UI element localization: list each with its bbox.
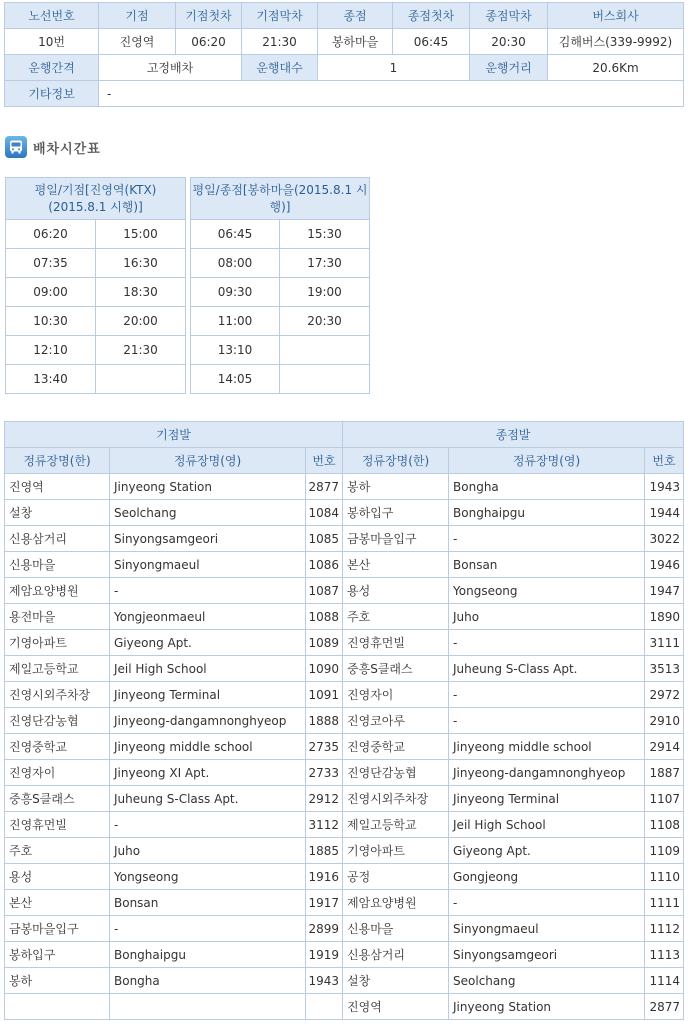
route-info-header-cell: 기점첫차: [176, 3, 242, 29]
terminal-stop-number: 1111: [645, 890, 684, 916]
terminal-stop-name-en: Jinyeong Station: [449, 994, 645, 1020]
terminal-stop-number: 1109: [645, 838, 684, 864]
terminal-stop-number: 2914: [645, 734, 684, 760]
route-info-value-cell: 김해버스(339-9992): [548, 29, 684, 55]
origin-direction-header: 기점발: [5, 422, 343, 448]
terminal-stop-number: 2910: [645, 708, 684, 734]
origin-stop-name-ko: 진영단감농협: [5, 708, 110, 734]
timetable-row: [6, 336, 186, 365]
departure-time-cell: 19:00: [280, 278, 370, 307]
origin-stop-name-ko: 진영휴먼빌: [5, 812, 110, 838]
stops-table: [4, 421, 684, 1020]
departure-time-cell: 21:30: [96, 336, 186, 365]
origin-stop-name-en: Jinyeong-dangamnonghyeop: [110, 708, 306, 734]
terminal-stop-name-en: Jinyeong Terminal: [449, 786, 645, 812]
origin-stop-name-en: Yongjeonmaeul: [110, 604, 306, 630]
origin-stop-name-ko: 금봉마을입구: [5, 916, 110, 942]
timetable-row: [191, 336, 370, 365]
route-info-row-3: [5, 81, 684, 107]
terminal-stop-number: 1114: [645, 968, 684, 994]
route-info-header-cell: 종점첫차: [393, 3, 470, 29]
origin-stop-number: 2733: [306, 760, 343, 786]
origin-stop-name-en: Bongha: [110, 968, 306, 994]
route-info-table: [4, 2, 684, 107]
terminal-stop-number: 3022: [645, 526, 684, 552]
departure-time-cell: 08:00: [191, 249, 280, 278]
terminal-stop-name-ko: 주호: [343, 604, 449, 630]
origin-stop-number: 1888: [306, 708, 343, 734]
terminal-stop-number: 3513: [645, 656, 684, 682]
route-info-header-cell: 기점: [99, 3, 176, 29]
timetable-row: [6, 365, 186, 394]
terminal-stop-number: 1107: [645, 786, 684, 812]
terminal-stop-name-ko: 제암요양병원: [343, 890, 449, 916]
departure-time-cell: 06:45: [191, 220, 280, 249]
stop-row: [5, 630, 684, 656]
terminal-stop-name-en: Bonghaipgu: [449, 500, 645, 526]
origin-stop-name-ko: [5, 994, 110, 1020]
col-origin-number: 번호: [306, 448, 343, 474]
origin-stop-name-en: Sinyongmaeul: [110, 552, 306, 578]
terminal-stop-number: 1113: [645, 942, 684, 968]
origin-stop-name-en: Juho: [110, 838, 306, 864]
col-terminal-name-ko: 정류장명(한): [343, 448, 449, 474]
stops-direction-row: [5, 422, 684, 448]
origin-stop-name-en: Yongseong: [110, 864, 306, 890]
origin-stop-name-ko: 설창: [5, 500, 110, 526]
terminal-stop-name-ko: 설창: [343, 968, 449, 994]
terminal-stop-name-en: Seolchang: [449, 968, 645, 994]
origin-stop-name-ko: 제암요양병원: [5, 578, 110, 604]
origin-stop-number: 2735: [306, 734, 343, 760]
origin-stop-name-ko: 신용삼거리: [5, 526, 110, 552]
col-terminal-number: 번호: [645, 448, 684, 474]
origin-stop-name-en: Jinyeong Terminal: [110, 682, 306, 708]
count-label: 운행대수: [242, 55, 318, 81]
departure-time-cell: 09:00: [6, 278, 96, 307]
origin-stop-number: 2899: [306, 916, 343, 942]
terminal-stop-name-en: Sinyongmaeul: [449, 916, 645, 942]
route-info-header-cell: 종점: [318, 3, 393, 29]
route-info-value-cell: 봉하마을: [318, 29, 393, 55]
terminal-stop-name-ko: 중흥S클래스: [343, 656, 449, 682]
timetable-section-title: [5, 135, 101, 159]
distance-value: 20.6Km: [548, 55, 684, 81]
timetable-origin: [5, 177, 186, 394]
terminal-stop-name-en: Jinyeong-dangamnonghyeop: [449, 760, 645, 786]
terminal-stop-name-ko: 금봉마을입구: [343, 526, 449, 552]
terminal-stop-name-ko: 봉하입구: [343, 500, 449, 526]
origin-stop-number: 3112: [306, 812, 343, 838]
origin-stop-name-en: Sinyongsamgeori: [110, 526, 306, 552]
route-info-value-cell: 20:30: [470, 29, 548, 55]
timetable-row: [191, 365, 370, 394]
origin-stop-name-en: Juheung S-Class Apt.: [110, 786, 306, 812]
departure-time-cell: [280, 365, 370, 394]
departure-time-cell: 14:05: [191, 365, 280, 394]
stop-row: [5, 812, 684, 838]
origin-stop-number: 1089: [306, 630, 343, 656]
origin-stop-number: 1943: [306, 968, 343, 994]
origin-stop-name-ko: 용성: [5, 864, 110, 890]
timetable-row: [191, 249, 370, 278]
stop-row: [5, 604, 684, 630]
origin-stop-name-en: -: [110, 916, 306, 942]
route-info-header-cell: 버스회사: [548, 3, 684, 29]
stop-row: [5, 474, 684, 500]
terminal-stop-name-ko: 진영휴먼빌: [343, 630, 449, 656]
terminal-stop-name-ko: 신용삼거리: [343, 942, 449, 968]
timetable-terminal: [190, 177, 370, 394]
terminal-stop-number: 1887: [645, 760, 684, 786]
terminal-stop-name-ko: 공정: [343, 864, 449, 890]
origin-stop-name-ko: 본산: [5, 890, 110, 916]
origin-stop-number: 1919: [306, 942, 343, 968]
terminal-stop-name-ko: 제일고등학교: [343, 812, 449, 838]
origin-stop-name-ko: 봉하: [5, 968, 110, 994]
terminal-stop-name-en: Jinyeong middle school: [449, 734, 645, 760]
route-info-value-cell: 06:20: [176, 29, 242, 55]
route-info-header-cell: 노선번호: [5, 3, 99, 29]
stop-row: [5, 916, 684, 942]
departure-time-cell: 10:30: [6, 307, 96, 336]
origin-stop-name-en: Bonghaipgu: [110, 942, 306, 968]
terminal-stop-name-ko: 용성: [343, 578, 449, 604]
departure-time-cell: 20:00: [96, 307, 186, 336]
terminal-stop-number: 1890: [645, 604, 684, 630]
stop-row: [5, 786, 684, 812]
terminal-stop-name-en: Juheung S-Class Apt.: [449, 656, 645, 682]
origin-stop-number: 1088: [306, 604, 343, 630]
route-info-value-row: [5, 29, 684, 55]
timetable-terminal-caption: 평일/종점[봉하마을(2015.8.1 시행)]: [191, 178, 370, 220]
terminal-stop-number: 2877: [645, 994, 684, 1020]
interval-value: 고정배차: [99, 55, 242, 81]
stop-row: [5, 500, 684, 526]
terminal-stop-name-en: Bongha: [449, 474, 645, 500]
terminal-stop-name-en: Jeil High School: [449, 812, 645, 838]
route-info-value-cell: 21:30: [242, 29, 318, 55]
terminal-stop-name-en: Juho: [449, 604, 645, 630]
terminal-stop-number: 3111: [645, 630, 684, 656]
origin-stop-name-en: -: [110, 812, 306, 838]
departure-time-cell: 13:40: [6, 365, 96, 394]
route-info-value-cell: 10번: [5, 29, 99, 55]
terminal-stop-name-en: -: [449, 630, 645, 656]
stop-row: [5, 552, 684, 578]
etc-label: 기타정보: [5, 81, 99, 107]
origin-stop-name-ko: 진영시외주차장: [5, 682, 110, 708]
departure-time-cell: 06:20: [6, 220, 96, 249]
origin-stop-number: 1916: [306, 864, 343, 890]
origin-stop-number: 1885: [306, 838, 343, 864]
origin-stop-name-ko: 용전마을: [5, 604, 110, 630]
col-terminal-name-en: 정류장명(영): [449, 448, 645, 474]
origin-stop-name-en: Bonsan: [110, 890, 306, 916]
col-origin-name-ko: 정류장명(한): [5, 448, 110, 474]
stop-row: [5, 760, 684, 786]
terminal-stop-number: 1944: [645, 500, 684, 526]
terminal-stop-name-ko: 봉하: [343, 474, 449, 500]
departure-time-cell: 09:30: [191, 278, 280, 307]
stop-row: [5, 682, 684, 708]
origin-stop-name-ko: 신용마을: [5, 552, 110, 578]
terminal-stop-number: 1943: [645, 474, 684, 500]
origin-stop-name-ko: 기영아파트: [5, 630, 110, 656]
terminal-stop-number: 1112: [645, 916, 684, 942]
terminal-direction-header: 종점발: [343, 422, 684, 448]
route-info-header-cell: 기점막차: [242, 3, 318, 29]
timetable-row: [191, 220, 370, 249]
stop-row: [5, 890, 684, 916]
origin-stop-name-ko: 진영역: [5, 474, 110, 500]
origin-stop-name-en: [110, 994, 306, 1020]
route-info-value-cell: 06:45: [393, 29, 470, 55]
route-info-row-2: [5, 55, 684, 81]
bus-icon: [5, 136, 27, 158]
origin-stop-number: 1085: [306, 526, 343, 552]
count-value: 1: [318, 55, 470, 81]
terminal-stop-name-ko: 본산: [343, 552, 449, 578]
timetable-row: [6, 249, 186, 278]
origin-stop-number: 1917: [306, 890, 343, 916]
departure-time-cell: 15:30: [280, 220, 370, 249]
distance-label: 운행거리: [470, 55, 548, 81]
timetable-origin-caption: 평일/기점[진영역(KTX)(2015.8.1 시행)]: [6, 178, 186, 220]
stop-row: [5, 656, 684, 682]
departure-time-cell: [96, 365, 186, 394]
stops-column-row: [5, 448, 684, 474]
timetable-row: [191, 307, 370, 336]
origin-stop-number: 1086: [306, 552, 343, 578]
origin-stop-name-ko: 진영중학교: [5, 734, 110, 760]
origin-stop-name-ko: 주호: [5, 838, 110, 864]
origin-stop-name-ko: 제일고등학교: [5, 656, 110, 682]
origin-stop-number: 2877: [306, 474, 343, 500]
origin-stop-name-en: Jinyeong Station: [110, 474, 306, 500]
origin-stop-number: 1087: [306, 578, 343, 604]
route-info-header-cell: 종점막차: [470, 3, 548, 29]
section-title-text: 배차시간표: [33, 141, 101, 157]
terminal-stop-name-en: -: [449, 526, 645, 552]
stop-row: [5, 734, 684, 760]
terminal-stop-name-ko: 진영역: [343, 994, 449, 1020]
departure-time-cell: 07:35: [6, 249, 96, 278]
terminal-stop-name-en: -: [449, 682, 645, 708]
origin-stop-name-en: -: [110, 578, 306, 604]
terminal-stop-name-en: Giyeong Apt.: [449, 838, 645, 864]
departure-time-cell: 12:10: [6, 336, 96, 365]
terminal-stop-number: 1946: [645, 552, 684, 578]
terminal-stop-name-ko: 진영자이: [343, 682, 449, 708]
etc-value: -: [99, 81, 684, 107]
terminal-stop-name-en: Bonsan: [449, 552, 645, 578]
origin-stop-name-en: Jinyeong XI Apt.: [110, 760, 306, 786]
departure-time-cell: 18:30: [96, 278, 186, 307]
origin-stop-number: 1084: [306, 500, 343, 526]
timetable-row: [191, 278, 370, 307]
terminal-stop-name-ko: 진영중학교: [343, 734, 449, 760]
departure-time-cell: 17:30: [280, 249, 370, 278]
stop-row: [5, 968, 684, 994]
origin-stop-number: 1090: [306, 656, 343, 682]
timetable-row: [6, 307, 186, 336]
origin-stop-name-en: Jinyeong middle school: [110, 734, 306, 760]
departure-time-cell: 16:30: [96, 249, 186, 278]
terminal-stop-name-ko: 신용마을: [343, 916, 449, 942]
origin-stop-number: 1091: [306, 682, 343, 708]
origin-stop-name-en: Seolchang: [110, 500, 306, 526]
terminal-stop-name-ko: 진영코아루: [343, 708, 449, 734]
departure-time-cell: 11:00: [191, 307, 280, 336]
origin-stop-number: [306, 994, 343, 1020]
origin-stop-name-ko: 중흥S클래스: [5, 786, 110, 812]
terminal-stop-name-en: Gongjeong: [449, 864, 645, 890]
origin-stop-name-ko: 봉하입구: [5, 942, 110, 968]
terminal-stop-name-en: -: [449, 890, 645, 916]
stop-row: [5, 838, 684, 864]
terminal-stop-name-en: Sinyongsamgeori: [449, 942, 645, 968]
stop-row: [5, 708, 684, 734]
departure-time-cell: [280, 336, 370, 365]
stop-row: [5, 942, 684, 968]
terminal-stop-number: 1110: [645, 864, 684, 890]
stop-row: [5, 526, 684, 552]
terminal-stop-number: 1947: [645, 578, 684, 604]
terminal-stop-name-ko: 진영단감농협: [343, 760, 449, 786]
interval-label: 운행간격: [5, 55, 99, 81]
stop-row: [5, 864, 684, 890]
timetable-row: [6, 278, 186, 307]
terminal-stop-name-en: Yongseong: [449, 578, 645, 604]
route-info-value-cell: 진영역: [99, 29, 176, 55]
stop-row: [5, 994, 684, 1020]
route-info-header-row: [5, 3, 684, 29]
departure-time-cell: 15:00: [96, 220, 186, 249]
departure-time-cell: 13:10: [191, 336, 280, 365]
timetable-row: [6, 220, 186, 249]
origin-stop-name-en: Jeil High School: [110, 656, 306, 682]
terminal-stop-name-ko: 기영아파트: [343, 838, 449, 864]
col-origin-name-en: 정류장명(영): [110, 448, 306, 474]
origin-stop-name-ko: 진영자이: [5, 760, 110, 786]
departure-time-cell: 20:30: [280, 307, 370, 336]
origin-stop-number: 2912: [306, 786, 343, 812]
origin-stop-name-en: Giyeong Apt.: [110, 630, 306, 656]
terminal-stop-number: 1108: [645, 812, 684, 838]
terminal-stop-name-ko: 진영시외주차장: [343, 786, 449, 812]
terminal-stop-number: 2972: [645, 682, 684, 708]
stop-row: [5, 578, 684, 604]
terminal-stop-name-en: -: [449, 708, 645, 734]
